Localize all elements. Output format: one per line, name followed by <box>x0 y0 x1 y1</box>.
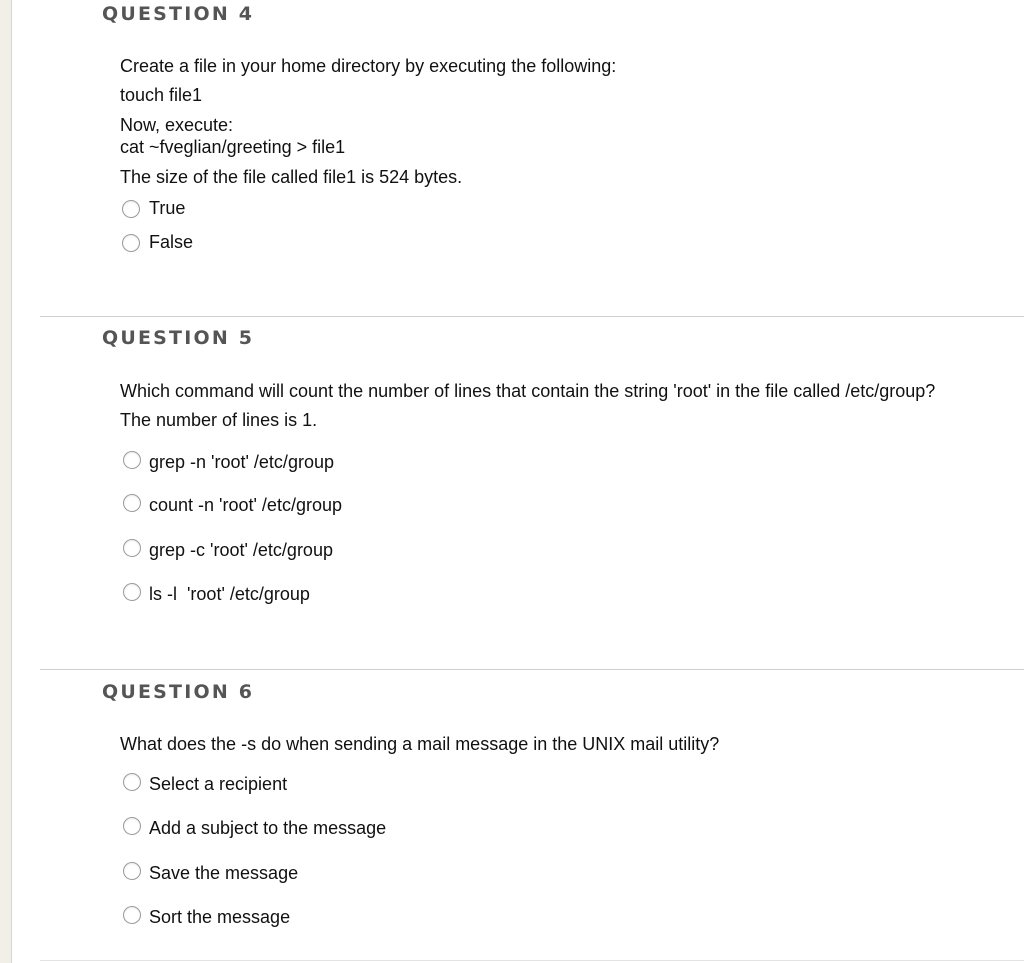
radio-button[interactable] <box>123 583 141 601</box>
radio-button[interactable] <box>123 773 141 791</box>
option-label: Sort the message <box>149 907 291 927</box>
option-label: False <box>149 232 194 252</box>
question-title: QUESTION 5 <box>102 327 255 349</box>
option-label: True <box>149 198 186 218</box>
divider <box>40 316 1024 317</box>
option-add-subject[interactable] <box>123 812 386 839</box>
question-text: cat ~fveglian/greeting > file1 <box>120 137 346 157</box>
option-grep-c[interactable] <box>123 534 333 561</box>
question-text: The size of the file called file1 is 524 bytes. <box>120 167 463 187</box>
option-count-n[interactable] <box>123 489 342 516</box>
question-text: Create a file in your home directory by executing the following: <box>120 56 617 76</box>
divider <box>40 669 1024 670</box>
radio-button[interactable] <box>123 862 141 880</box>
question-text: The number of lines is 1. <box>120 410 318 430</box>
radio-button[interactable] <box>123 539 141 557</box>
question-text: What does the -s do when sending a mail message in the UNIX mail utility? <box>120 734 720 754</box>
option-label: Add a subject to the message <box>149 818 387 838</box>
option-grep-n[interactable] <box>123 446 334 473</box>
left-rail <box>0 0 12 963</box>
question-title: QUESTION 4 <box>102 3 255 25</box>
question-text: touch file1 <box>120 85 203 105</box>
radio-button[interactable] <box>123 817 141 835</box>
divider <box>40 960 1024 961</box>
option-label: grep -c 'root' /etc/group <box>149 540 333 560</box>
question-text: Which command will count the number of lines that contain the string 'root' in the file called /etc/group? <box>120 381 936 401</box>
question-text: Now, execute: <box>120 115 234 135</box>
radio-button[interactable] <box>122 200 140 218</box>
option-true[interactable] <box>122 198 185 219</box>
option-false[interactable] <box>122 232 193 253</box>
radio-button[interactable] <box>122 234 140 252</box>
option-ls-l[interactable] <box>123 578 310 605</box>
radio-button[interactable] <box>123 494 141 512</box>
option-label: grep -n 'root' /etc/group <box>149 452 334 472</box>
option-label: ls -l 'root' /etc/group <box>149 584 310 604</box>
quiz-content <box>12 0 1024 963</box>
option-select-recipient[interactable] <box>123 768 287 795</box>
option-label: count -n 'root' /etc/group <box>149 495 342 515</box>
radio-button[interactable] <box>123 906 141 924</box>
option-sort-message[interactable] <box>123 901 290 928</box>
option-label: Save the message <box>149 863 299 883</box>
option-label: Select a recipient <box>149 774 288 794</box>
option-save-message[interactable] <box>123 857 298 884</box>
radio-button[interactable] <box>123 451 141 469</box>
question-title: QUESTION 6 <box>102 681 255 703</box>
